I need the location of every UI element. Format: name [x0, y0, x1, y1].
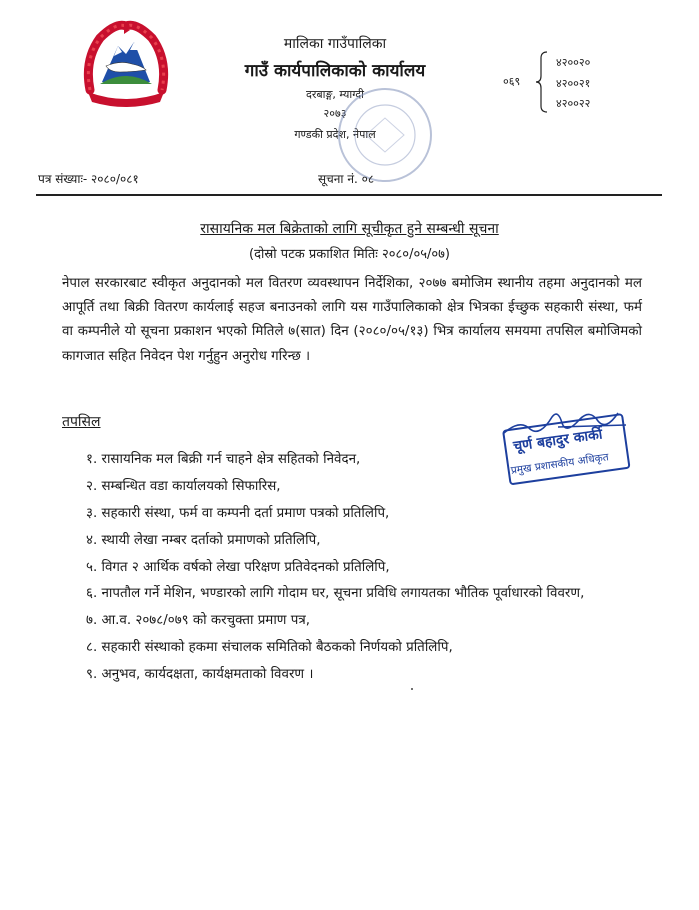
list-item: २. सम्बन्धित वडा कार्यालयको सिफारिस,: [86, 478, 281, 494]
signatory-name: चूर्ण बहादुर कार्की: [512, 426, 604, 455]
letter-reference-number: पत्र संख्याः- २०८०/०८१: [38, 172, 139, 186]
list-item: ५. विगत २ आर्थिक वर्षको लेखा परिक्षण प्रतिवेदनको प्रतिलिपि,: [86, 559, 390, 575]
list-item: ७. आ.व. २०७८/०७९ को करचुक्ता प्रमाण पत्र,: [86, 613, 310, 629]
phone-number: ४२००२२: [556, 97, 591, 110]
notice-body: नेपाल सरकारबाट स्वीकृत अनुदानको मल वितरण व्यवस्थापन निर्देशिका, २०७७ बमोजिम स्थानीय तहमा अनुदानको मल आपूर्ति तथा बिक्री वितरण कार्यलाई सहज बनाउनको लागि यस गाउँपालिकाको क्षेत्र भित्रका ईच्छुक सहकारी संस्था, फर्म वा कम्पनीले यो सूचना प्रकाशन भएको मितिले ७(सात) दिन (२०८०/०५/१३) भित्र कार्यालय समयमा तपसिल बमोजिमको कागजात सहित निवेदन पेश गर्नुहुन अनुरोध गरिन्छ ।: [62, 276, 642, 364]
brace-icon: [535, 50, 549, 114]
header-divider: [36, 194, 662, 196]
requirements-list: [86, 448, 626, 690]
nepal-emblem-logo: [80, 20, 172, 108]
phone-area-code: ०६९: [503, 75, 521, 88]
office-name: गाउँ कार्यपालिकाको कार्यालय: [244, 61, 426, 81]
province-name: गण्डकी प्रदेश, नेपाल: [294, 128, 376, 141]
notice-number: सूचना नं. ०८: [318, 172, 375, 186]
list-item: ६. नापतौल गर्ने मेशिन, भण्डारको लागि गोदाम घर, सूचना प्रविधि लगायतका भौतिक पूर्वाधारको विवरण,: [86, 586, 585, 602]
phone-number: ४२००२०: [556, 56, 591, 69]
notice-subtitle: (दोस्रो पटक प्रकाशित मितिः २०८०/०५/०७): [249, 247, 450, 262]
list-item: ३. सहकारी संस्था, फर्म वा कम्पनी दर्ता प्रमाण पत्रको प्रतिलिपि,: [86, 505, 390, 521]
established-year: २०७३: [323, 107, 347, 120]
notice-title: रासायनिक मल बिक्रेताको लागि सूचीकृत हुने सम्बन्धी सूचना: [200, 221, 499, 237]
office-address: दरबाङ्ग, म्याग्दी: [305, 88, 364, 101]
list-item: ९. अनुभव, कार्यदक्षता, कार्यक्षमताको विवरण ।: [86, 667, 314, 683]
list-item: १. रासायनिक मल बिक्री गर्न चाहने क्षेत्र सहितको निवेदन,: [86, 452, 361, 467]
municipality-name: मालिका गाउँपालिका: [283, 36, 387, 52]
list-item: ४. स्थायी लेखा नम्बर दर्ताको प्रमाणको प्रतिलिपि,: [86, 532, 321, 548]
stray-mark: [411, 688, 413, 690]
details-heading: तपसिल: [62, 414, 101, 430]
list-item: ८. सहकारी संस्थाको हकमा संचालक समितिको बैठकको निर्णयको प्रतिलिपि,: [86, 640, 453, 656]
signatory-title: प्रमुख प्रशासकीय अधिकृत: [510, 451, 610, 477]
phone-number: ४२००२१: [556, 77, 591, 90]
